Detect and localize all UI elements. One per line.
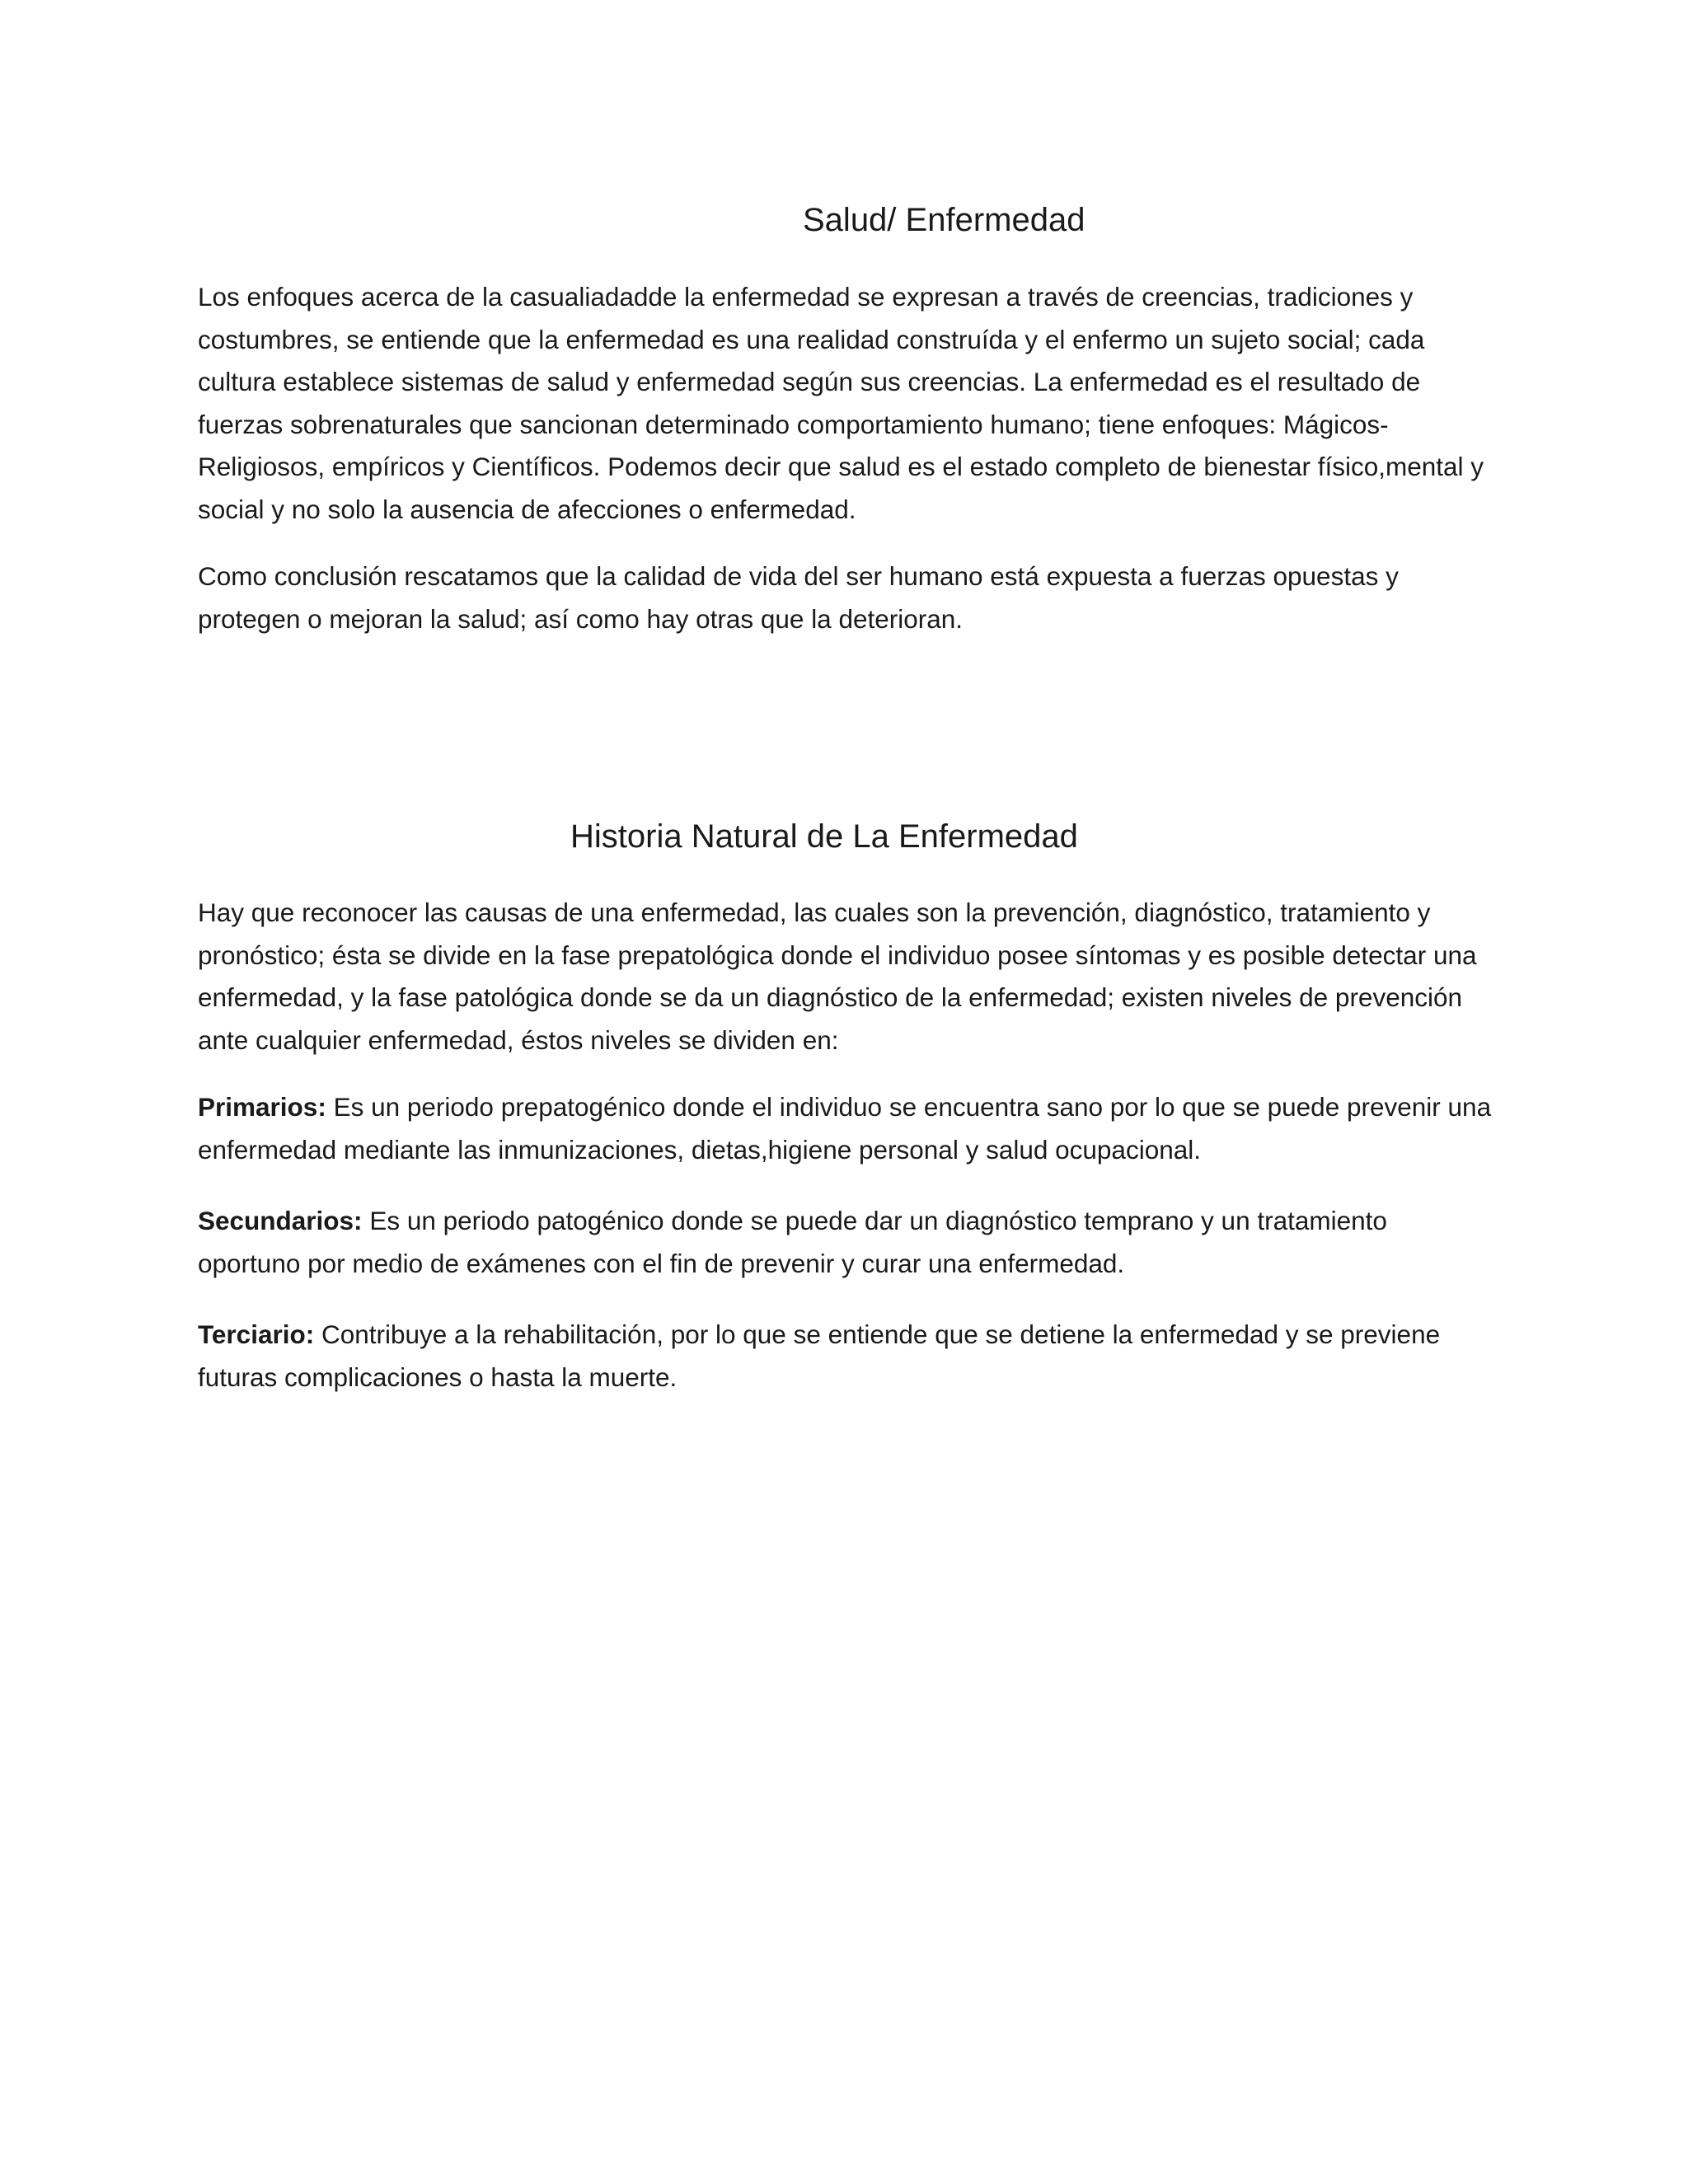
prevention-level-secundarios — [198, 1200, 1493, 1285]
level-text: Es un periodo prepatogénico donde el individuo se encuentra sano por lo que se puede prevenir una enfermedad mediante las inmunizaciones, dietas,higiene personal y salud ocupacional. — [198, 1092, 1492, 1165]
prevention-level-terciario — [198, 1314, 1493, 1399]
level-label: Secundarios: — [198, 1206, 363, 1235]
paragraph-historia-intro: Hay que reconocer las causas de una enfermedad, las cuales son la prevención, diagnóstico, tratamiento y pronóstico; ésta se divide en la fase prepatológica donde el individuo posee síntomas y es posible detectar una enfermedad, y la fase patológica donde se da un diagnóstico de la enfermedad; existen niveles de prevención ante cualquier enfermedad, éstos niveles se dividen en: — [198, 898, 1477, 1055]
paragraph-conclusion: Como conclusión rescatamos que la calidad de vida del ser humano está expuesta a fuerzas opuestas y protegen o mejoran la salud; así como hay otras que la deterioran. — [198, 561, 1399, 634]
section-title-salud-enfermedad: Salud/ Enfermedad — [803, 202, 1085, 238]
paragraph-enfoques: Los enfoques acerca de la casualiadadde la enfermedad se expresan a través de creencias, tradiciones y costumbres, se entiende que la enfermedad es una realidad construída y el enfermo un sujeto social; cada cultura establece sistemas de salud y enfermedad según sus creencias. La enfermedad es el resultado de fuerzas sobrenaturales que sancionan determinado comportamiento humano; tiene enfoques: Mágicos-Religiosos, empíricos y Científicos. Podemos decir que salud es el estado completo de bienestar físico,mental y social y no solo la ausencia de afecciones o enfermedad. — [198, 282, 1484, 524]
level-label: Primarios: — [198, 1092, 326, 1122]
prevention-level-primarios — [198, 1086, 1493, 1171]
level-label: Terciario: — [198, 1319, 315, 1349]
level-text: Contribuye a la rehabilitación, por lo que se entiende que se detiene la enfermedad y se previene futuras complicaciones o hasta la muerte. — [198, 1319, 1441, 1392]
section-title-historia-natural: Historia Natural de La Enfermedad — [570, 818, 1078, 855]
level-text: Es un periodo patogénico donde se puede dar un diagnóstico temprano y un tratamiento oportuno por medio de exámenes con el fin de prevenir y curar una enfermedad. — [198, 1206, 1387, 1278]
